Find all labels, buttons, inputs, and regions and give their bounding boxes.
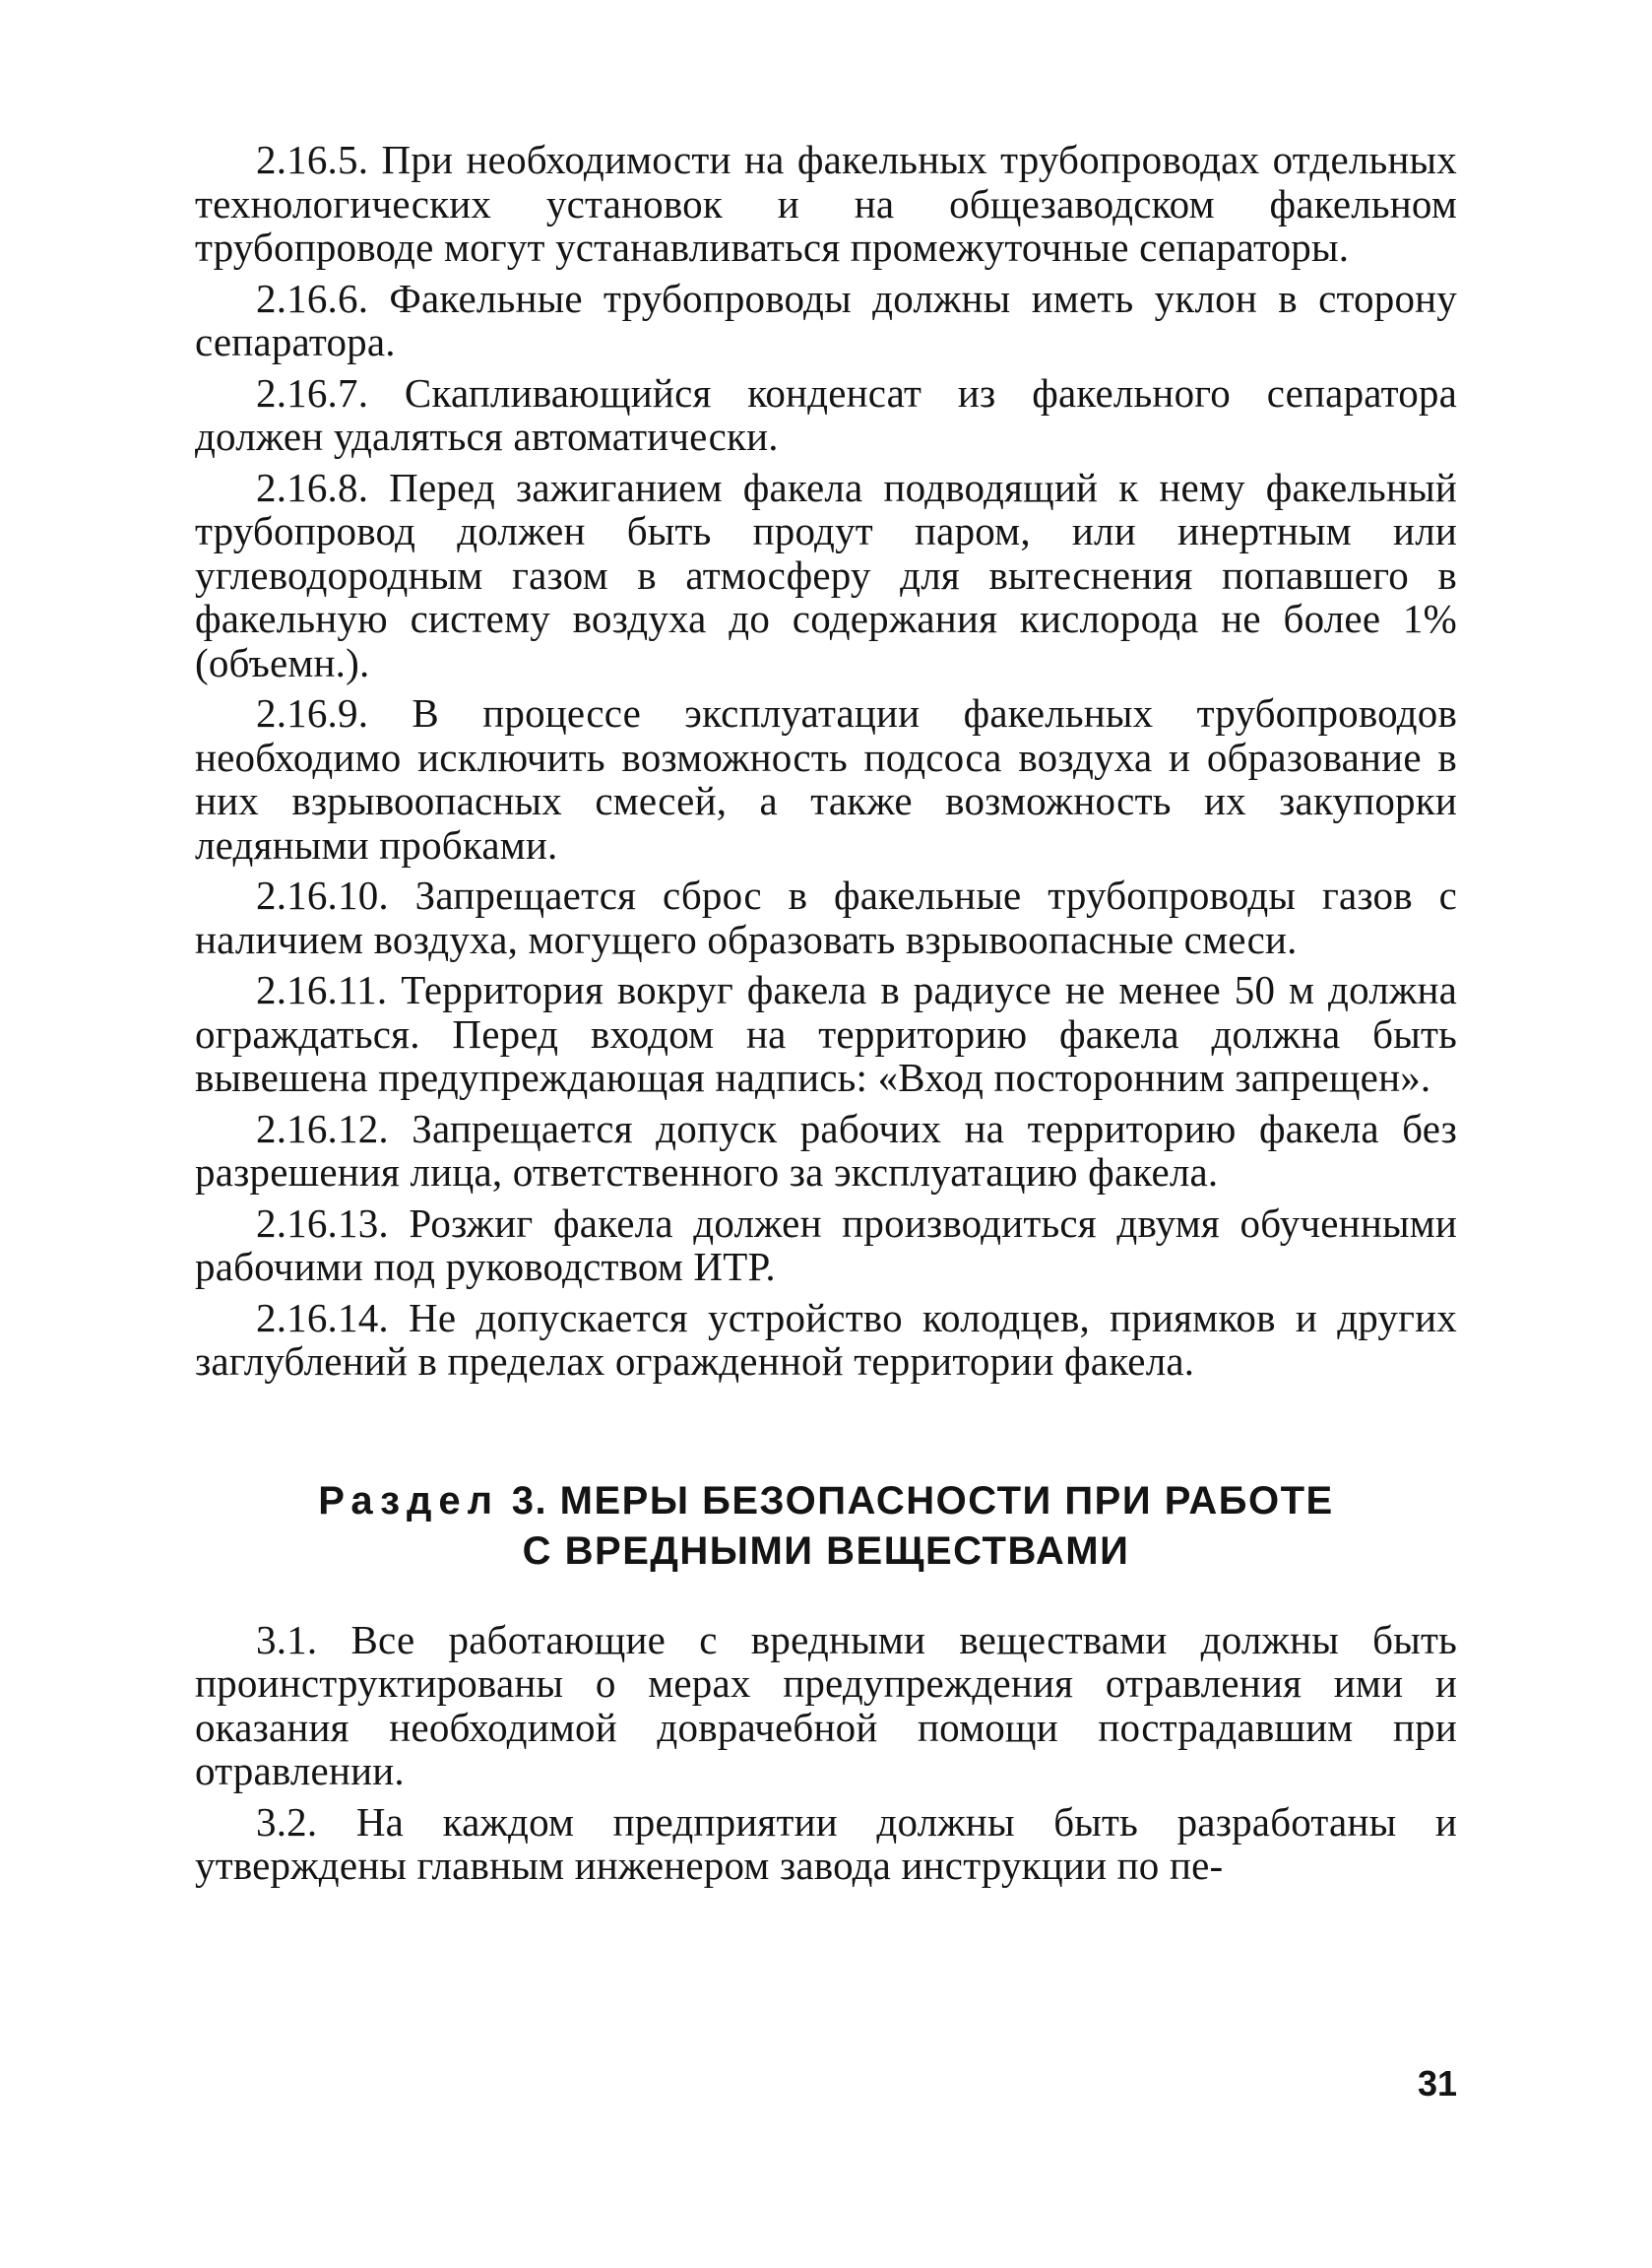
page-number: 31: [1417, 2063, 1457, 2104]
section-heading-line-1: [195, 1476, 1457, 1526]
paragraph-2-16-14: 2.16.14. Не допускается устройство колодцев, приямков и других заглублений в пределах огражденной территории факела.: [195, 1294, 1457, 1384]
paragraph-2-16-6: 2.16.6. Факельные трубопроводы должны иметь уклон в сторону сепаратора.: [195, 275, 1457, 364]
paragraph-2-16-13: 2.16.13. Розжиг факела должен производиться двумя обученными рабочими под руководством ИТР.: [195, 1199, 1457, 1289]
paragraph-3-2: 3.2. На каждом предприятии должны быть разработаны и утверждены главным инженером завода инструкции по пе-: [195, 1798, 1457, 1888]
section-title-line-1: 3. МЕРЫ БЕЗОПАСНОСТИ ПРИ РАБОТЕ: [511, 1478, 1334, 1523]
paragraph-2-16-5: 2.16.5. При необходимости на факельных трубопроводах отдельных технологических установок и на общезаводском факельном трубопроводе могут устанавливаться промежуточные сепараторы.: [195, 137, 1457, 270]
paragraph-2-16-12: 2.16.12. Запрещается допуск рабочих на территорию факела без разрешения лица, ответственного за эксплуатацию факела.: [195, 1105, 1457, 1195]
paragraph-2-16-11: 2.16.11. Территория вокруг факела в радиусе не менее 50 м должна ограждаться. Перед входом на территорию факела должна быть вывешена предупреждающая надпись: «Вход посторонним запрещен».: [195, 967, 1457, 1100]
paragraph-2-16-7: 2.16.7. Скапливающийся конденсат из факельного сепаратора должен удаляться автоматически.: [195, 369, 1457, 459]
section-heading: [195, 1476, 1457, 1577]
paragraph-2-16-8: 2.16.8. Перед зажиганием факела подводящий к нему факельный трубопровод должен быть продут паром, или инертным или углеводородным газом в атмосферу для вытеснения попавшего в факельную систему воздуха до содержания кислорода не более 1% (объемн.).: [195, 464, 1457, 685]
paragraph-3-1: 3.1. Все работающие с вредными веществами должны быть проинструктированы о мерах предупреждения отравления ими и оказания необходимой доврачебной помощи пострадавшим при отравлении.: [195, 1616, 1457, 1793]
section-title-line-2: С ВРЕДНЫМИ ВЕЩЕСТВАМИ: [522, 1528, 1130, 1573]
section-label: Раздел: [318, 1478, 500, 1523]
paragraph-2-16-9: 2.16.9. В процессе эксплуатации факельных трубопроводов необходимо исключить возможность подсоса воздуха и образование в них взрывоопасных смесей, а также возможность их закупорки ледяными пробками.: [195, 690, 1457, 868]
document-page: [195, 138, 1457, 1895]
paragraph-2-16-10: 2.16.10. Запрещается сброс в факельные трубопроводы газов с наличием воздуха, могущего образовать взрывоопасные смеси.: [195, 873, 1457, 962]
